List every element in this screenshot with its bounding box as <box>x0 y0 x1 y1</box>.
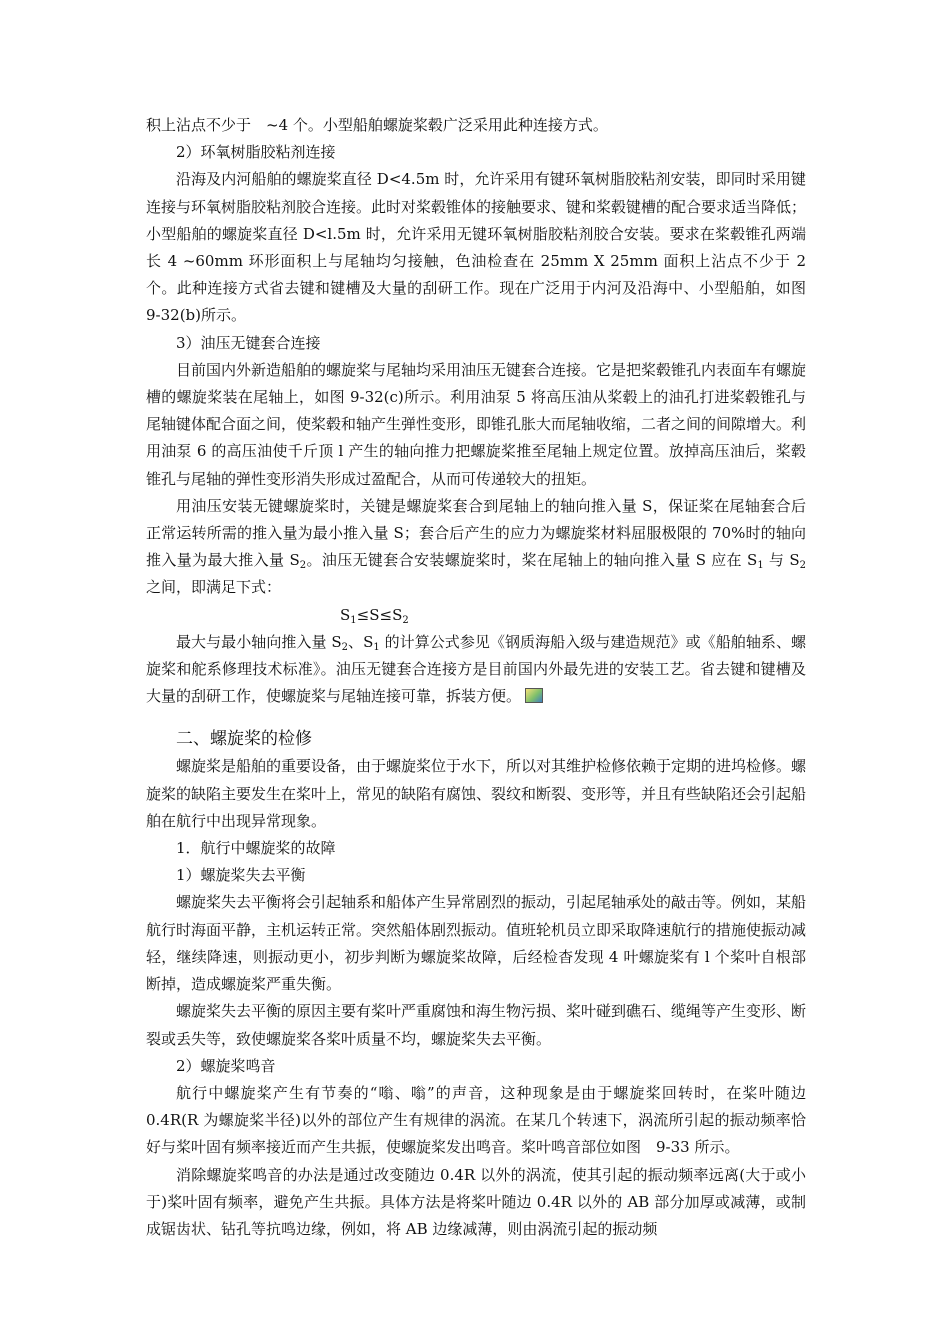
figure-link-icon[interactable] <box>525 688 543 703</box>
subheading-imbalance: 1）螺旋桨失去平衡 <box>176 866 306 885</box>
paragraph-continuation: 积上沾点不少于 ~4 个。小型船舶螺旋桨毂广泛采用此种连接方式。 <box>146 116 608 134</box>
paragraph-singing: 航行中螺旋桨产生有节奏的“嗡、嗡”的声音，这种现象是由于螺旋桨回转时，在桨叶随边 0.4R(R 为螺旋桨半径)以外的部位产生有规律的涡流。在某几个转速下，涡流所引起的振动频率恰好与桨叶固有频率接近而产生共振，使螺旋桨发出鸣音。桨叶鸣音部位如图 9-33 所示。 <box>146 1083 806 1157</box>
paragraph-imbalance-example: 螺旋桨失去平衡将会引起轴系和船体产生异常剧烈的振动，引起尾轴承处的敲击等。例如，某船航行时海面平静，主机运转正常。突然船体剧烈振动。值班轮机员立即采取降速航行的措施使振动减轻，继续降速，则振动更小，初步判断为螺旋桨故障，后经检杳发现 4 叶螺旋桨有 l 个桨叶自根部断掉，造成螺旋桨严重失衡。 <box>146 893 807 994</box>
subheading-singing: 2）螺旋桨鸣音 <box>176 1056 276 1075</box>
paragraph-singing-fix: 消除螺旋桨鸣音的办法是通过改变随边 0.4R 以外的涡流，使其引起的振动频率远离(大于或小于)桨叶固有频率，避免产生共振。具体方法是将桨叶随边 0.4R 以外的 AB 部分加厚或减薄，或制成锯齿状、钻孔等抗鸣边缘，例如，将 AB 边缘减薄，则由涡流引起的振动频 <box>146 1165 806 1238</box>
paragraph-hydraulic: 目前国内外新造船舶的螺旋桨与尾轴均采用油压无键套合连接。它是把桨毂锥孔内表面车有螺旋槽的螺旋桨装在尾轴上，如图 9-32(c)所示。利用油泵 5 将高压油从桨毂上的油孔打进桨毂锥孔与尾轴键体配合面之间，使桨毂和轴产生弹性变形，即锥孔胀大而尾轴收缩，二者之间的间隙增大。利用油泵 6 的高压油使千斤顶 l 产生的轴向推力把螺旋桨推至尾轴上规定位置。放掉高压油后，桨毂锥孔与尾轴的弹性变形消失形成过盈配合，从而可传递较大的扭矩。 <box>146 360 807 488</box>
subheading-faults: 1．航行中螺旋桨的故障 <box>176 839 336 858</box>
section-title: 二、螺旋桨的检修 <box>176 729 312 750</box>
subheading-epoxy: 2）环氧树脂胶粘剂连接 <box>176 143 336 162</box>
formula: $S_1\le S\le S_2$ <box>340 605 409 626</box>
document-page <box>146 112 806 1243</box>
paragraph-imbalance-cause: 螺旋桨失去平衡的原因主要有桨叶严重腐蚀和海生物污损、桨叶碰到礁石、缆绳等产生变形、断裂或丢失等，致使螺旋桨各桨叶质量不均，螺旋桨失去平衡。 <box>146 1002 807 1048</box>
paragraph-epoxy: 沿海及内河船舶的螺旋桨直径 D<4.5m 时，允许采用有键环氧树脂胶粘剂安装，即同时采用键连接与环氧树脂胶粘剂胶合连接。此时对桨毂锥体的接触要求、键和桨毂键槽的配合要求适当降低；小型船舶的螺旋桨直径 D<l.5m 时，允许采用无键环氧树脂胶粘剂胶合安装。要求在桨毂锥孔两端长 4 ~60mm 环形面积上与尾轴均匀接触，色油检查在 25mm X 25mm 面积上沾点不少于 2 个。此种连接方式省去键和键槽及大量的刮研工作。现在广泛用于内河及沿海中、小型船舶，如图 9-32(b)所示。 <box>146 170 807 325</box>
paragraph-push-amount: 用油压安装无键螺旋桨时，关键是螺旋桨套合到尾轴上的轴向推入量 S，保证桨在尾轴套合后正常运转所需的推入量为最小推入量 S；套合后产生的应力为螺旋桨材料屈服极限的 70%时的轴向推入量为最大推入量 $S_2$。油压无键套合安装螺旋桨时，桨在尾轴上的轴向推入量 S 应在 $S_1$ 与 $S_2$ 之间，即满足下式： <box>146 496 807 597</box>
paragraph-repair-intro: 螺旋桨是船舶的重要设备，由于螺旋桨位于水下，所以对其维护检修依赖于定期的进坞检修。螺旋桨的缺陷主要发生在桨叶上，常见的缺陷有腐蚀、裂纹和断裂、变形等，并且有些缺陷还会引起船舶在航行中出现异常现象。 <box>146 757 807 830</box>
subheading-hydraulic: 3）油压无键套合连接 <box>176 333 321 352</box>
paragraph-formula-ref: 最大与最小轴向推入量 $S_2$、$S_1$ 的计算公式参见《钢质海船入级与建造规范》或《船舶轴系、螺旋桨和舵系修理技术标准》。油压无键套合连接方是目前国内外最先进的安装工艺。省去键和键槽及大量的刮研工作，使螺旋桨与尾轴连接可靠，拆装方便。 <box>146 632 806 706</box>
